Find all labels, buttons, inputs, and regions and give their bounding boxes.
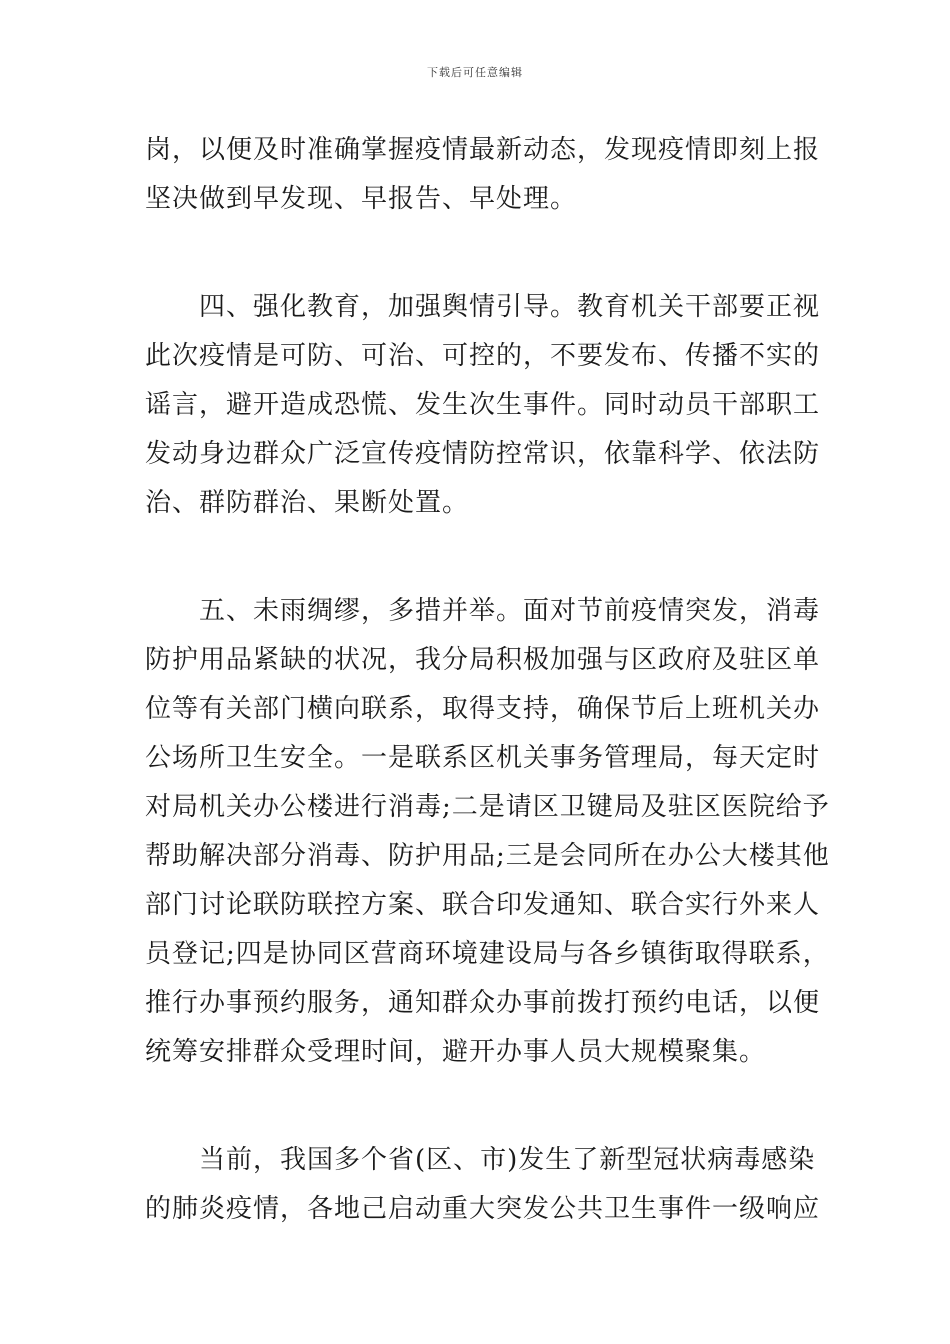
- text-line: 四、强化教育，加强舆情引导。教育机关干部要正视: [145, 292, 821, 322]
- text-line: 坚决做到早发现、早报告、早处理。: [145, 184, 578, 214]
- text-line: 对局机关办公楼进行消毒;二是请区卫键局及驻区医院给予: [145, 792, 830, 822]
- text-line: 谣言，避开造成恐慌、发生次生事件。同时动员干部职工: [145, 390, 821, 420]
- paragraph-continuation: [145, 126, 821, 224]
- text-line: 当前，我国多个省(区、市)发生了新型冠状病毒感染: [145, 1145, 816, 1175]
- text-line: 员登记;四是协同区营商环境建设局与各乡镇街取得联系，: [145, 939, 830, 969]
- text-line: 推行办事预约服务，通知群众办事前拨打预约电话，以便: [145, 988, 821, 1018]
- text-line: 发动身边群众广泛宣传疫情防控常识，依靠科学、依法防: [145, 439, 821, 469]
- text-line: 防护用品紧缺的状况，我分局积极加强与区政府及驻区单: [145, 645, 821, 675]
- paragraph-current-situation: [145, 1136, 821, 1234]
- text-line: 部门讨论联防联控方案、联合印发通知、联合实行外来人: [145, 890, 821, 920]
- text-line: 治、群防群治、果断处置。: [145, 488, 470, 518]
- text-line: 岗，以便及时准确掌握疫情最新动态，发现疫情即刻上报: [145, 135, 821, 165]
- text-line: 的肺炎疫情，各地己启动重大突发公共卫生事件一级响应: [145, 1194, 821, 1224]
- paragraph-section-four: [145, 283, 821, 528]
- text-line: 五、未雨绸缪，多措并举。面对节前疫情突发，消毒: [145, 596, 821, 626]
- text-line: 公场所卫生安全。一是联系区机关事务管理局，每天定时: [145, 743, 821, 773]
- text-line: 此次疫情是可防、可治、可控的，不要发布、传播不实的: [145, 341, 821, 371]
- paragraph-section-five: [145, 587, 830, 1077]
- text-line: 帮助解决部分消毒、防护用品;三是会同所在办公大楼其他: [145, 841, 830, 871]
- page-header: 下载后可任意编辑: [427, 66, 523, 79]
- document-body: [145, 126, 830, 1234]
- text-line: 位等有关部门横向联系，取得支持，确保节后上班机关办: [145, 694, 821, 724]
- text-line: 统筹安排群众受理时间，避开办事人员大规模聚集。: [145, 1037, 767, 1067]
